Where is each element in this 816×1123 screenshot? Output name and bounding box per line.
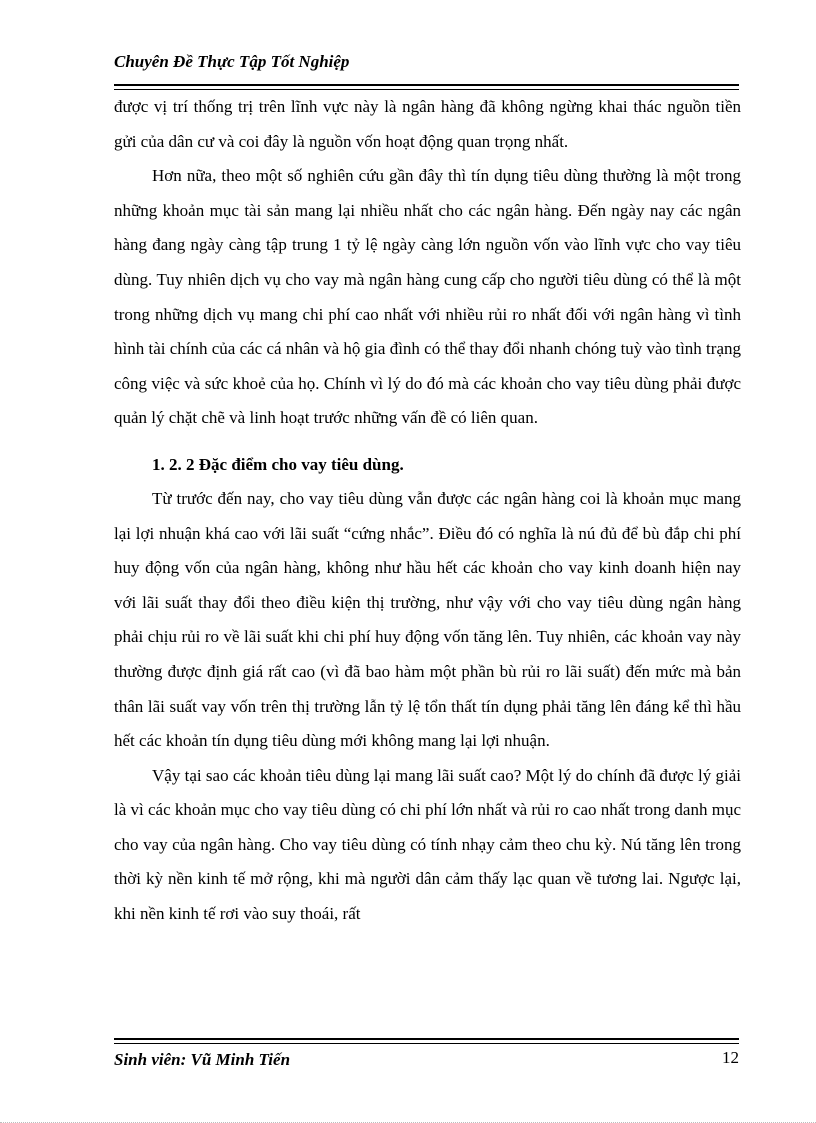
footer-author: Sinh viên: Vũ Minh Tiến [114,1050,291,1069]
page-number: 12 [722,1048,739,1067]
header-title: Chuyên Đề Thực Tập Tốt Nghiệp [114,52,350,71]
paragraph-1: được vị trí thống trị trên lĩnh vực này là ngân hàng đã không ngừng khai thác nguồn tiền gửi của dân cư và coi đây là nguồn vốn hoạt động quan trọng nhất. [114,97,741,151]
paragraph-2: Hơn nữa, theo một số nghiên cứu gần đây thì tín dụng tiêu dùng thường là một trong những khoản mục tài sản mang lại nhiều nhất cho các ngân hàng. Đến ngày nay các ngân hàng đang ngày càng tập trung 1 tỷ lệ ngày càng lớn nguồn vốn vào lĩnh vực cho vay tiêu dùng. Tuy nhiên dịch vụ cho vay mà ngân hàng cung cấp cho người tiêu dùng có thể là một trong những dịch vụ mang chi phí cao nhất với nhiều rủi ro nhất đối với ngân hàng vì tình hình tài chính của các cá nhân và hộ gia đình có thể thay đổi nhanh chóng tuỳ vào tình trạng công việc và sức khoẻ của họ. Chính vì lý do đó mà các khoản cho vay tiêu dùng phải được quản lý chặt chẽ và linh hoạt trước những vấn đề có liên quan. [114,166,741,428]
section-heading: 1. 2. 2 Đặc điểm cho vay tiêu dùng. [152,454,404,474]
footer-rule [114,1038,739,1044]
paragraph-4: Vậy tại sao các khoản tiêu dùng lại mang lãi suất cao? Một lý do chính đã được lý giải là vì các khoản mục cho vay tiêu dùng có chi phí lớn nhất và rủi ro cao nhất trong danh mục cho vay của ngân hàng. Cho vay tiêu dùng có tính nhạy cảm theo chu kỳ. Nú tăng lên trong thời kỳ nền kinh tế mở rộng, khi mà người dân cảm thấy lạc quan về tương lai. Ngược lại, khi nền kinh tế rơi vào suy thoái, rất [114,765,741,924]
document-body [114,90,741,932]
paragraph-3: Từ trước đến nay, cho vay tiêu dùng vẫn được các ngân hàng coi là khoản mục mang lại lợi nhuận khá cao với lãi suất “cứng nhắc”. Điều đó có nghĩa là nú đủ để bù đắp chi phí huy động vốn của ngân hàng, không như hầu hết các khoản cho vay kinh doanh hiện nay với lãi suất thay đổi theo điều kiện thị trường, như vậy với cho vay tiêu dùng ngân hàng phải chịu rủi ro về lãi suất khi chi phí huy động vốn tăng lên. Tuy nhiên, các khoản vay này thường được định giá rất cao (vì đã bao hàm một phần bù rủi ro lãi suất) đến mức mà bản thân lãi suất vay vốn trên thị trường lẫn tỷ lệ tổn thất tín dụng phải tăng lên đáng kể thì hầu hết các khoản tín dụng tiêu dùng mới không mang lại lợi nhuận. [114,488,741,751]
